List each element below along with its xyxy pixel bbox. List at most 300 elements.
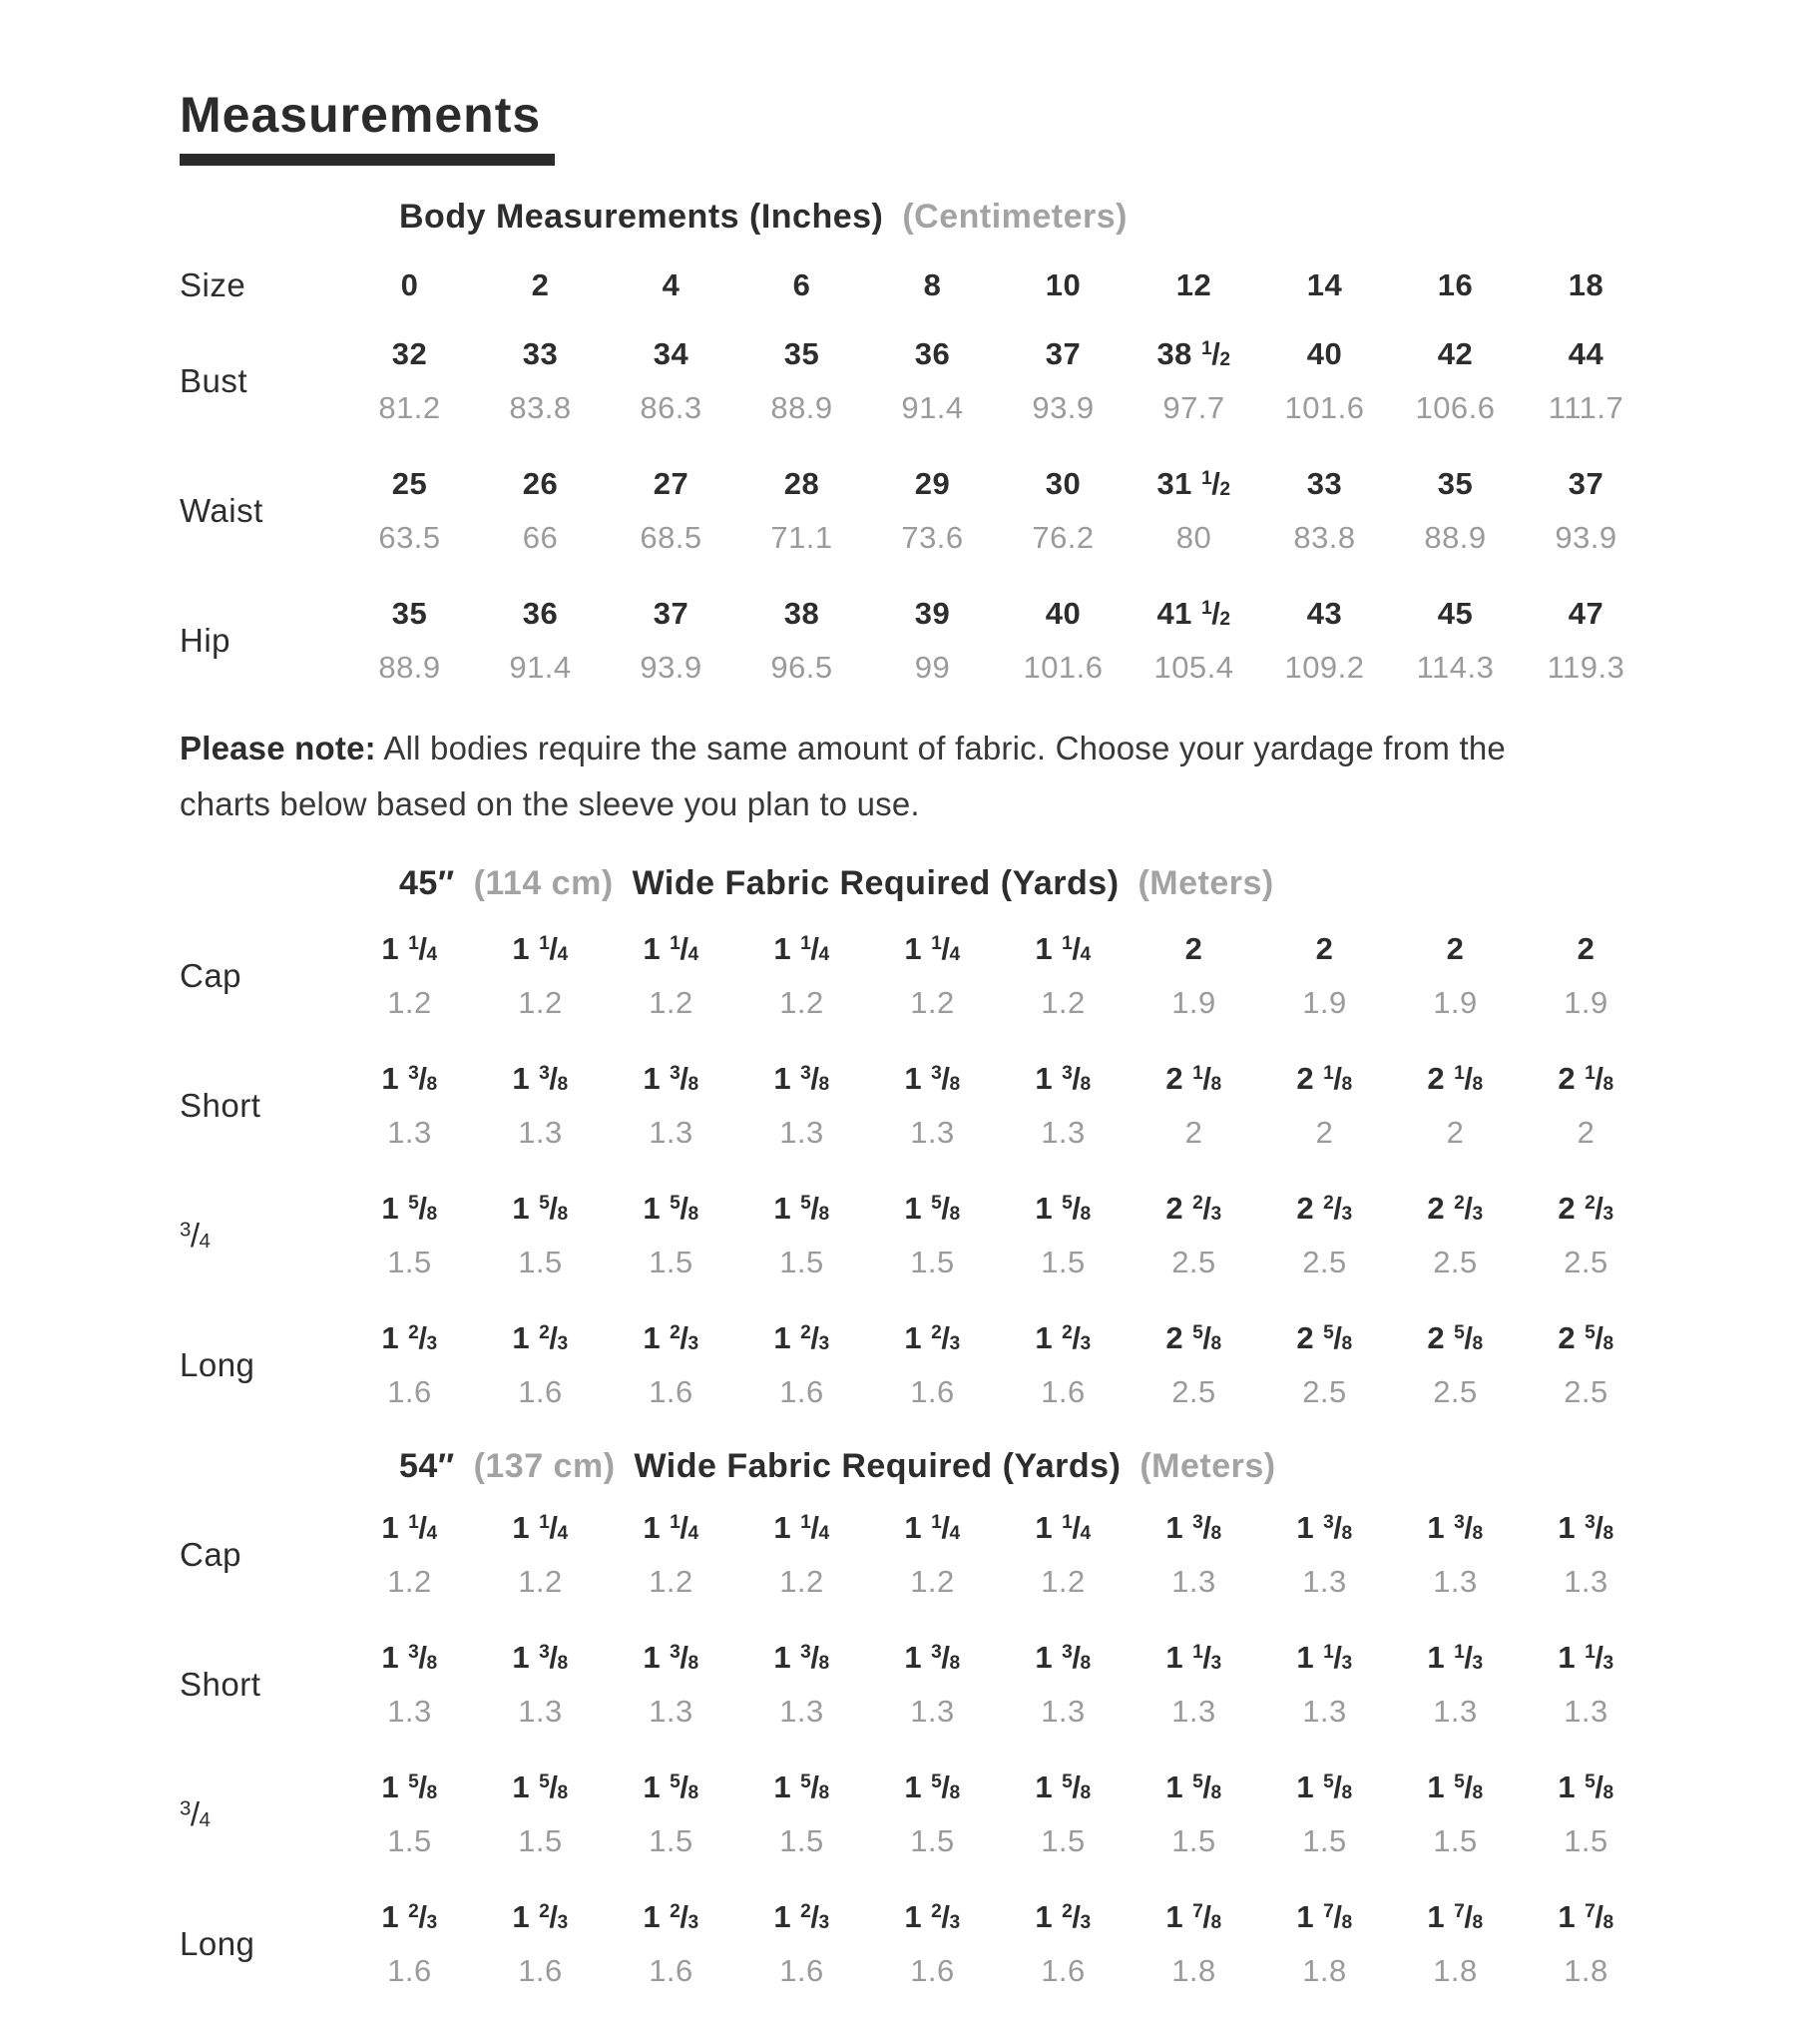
fraction: $^5$/8 — [931, 1191, 961, 1226]
inches-value: 45 — [1437, 596, 1474, 631]
inches-value: 35 — [391, 596, 428, 631]
fraction: $^2$/3 — [1062, 1320, 1092, 1355]
yards-value: 2 $^2$/3 — [1558, 1191, 1614, 1226]
meters-value: 1.6 — [779, 1953, 824, 1988]
size-column-header — [1521, 265, 1651, 305]
fraction: $^3$/8 — [670, 1061, 699, 1096]
value-cell — [1259, 1765, 1390, 1864]
fraction: $^3$/8 — [1454, 1510, 1484, 1545]
yards-value: 1 $^1$/4 — [381, 1510, 438, 1545]
row-label: Long — [180, 1346, 255, 1383]
value-cell — [867, 1894, 998, 1994]
yards-value: 1 $^2$/3 — [643, 1320, 699, 1355]
yards-value: 1 $^5$/8 — [1035, 1191, 1092, 1226]
yards-value: 1 $^5$/8 — [381, 1770, 438, 1804]
value-cell — [344, 1315, 475, 1415]
value-cell — [1390, 1765, 1521, 1864]
inches-value: 38 $^1$/2 — [1156, 336, 1231, 371]
fraction: $^5$/8 — [1585, 1320, 1614, 1355]
value-cell — [1521, 1056, 1651, 1156]
fraction: $^7$/8 — [1192, 1899, 1222, 1934]
meters-value: 1.8 — [1302, 1953, 1347, 1988]
yards-value: 1 $^5$/8 — [1296, 1770, 1353, 1804]
meters-value: 1.8 — [1564, 1953, 1608, 1988]
cm-value: 93.9 — [640, 650, 702, 685]
yards-value: 1 $^3$/8 — [1035, 1640, 1092, 1675]
fraction: $^1$/8 — [1323, 1061, 1353, 1096]
value-cell — [1521, 591, 1651, 691]
fraction: $^5$/8 — [1062, 1191, 1092, 1226]
meters-value: 1.2 — [910, 1564, 955, 1599]
yards-value: 1 $^3$/8 — [773, 1061, 830, 1096]
cm-value: 91.4 — [901, 390, 964, 425]
meters-value: 1.3 — [1302, 1694, 1347, 1729]
value-cell — [606, 461, 736, 561]
value-cell — [606, 331, 736, 431]
cm-value: 99 — [914, 650, 951, 685]
yards-value: 1 $^1$/3 — [1427, 1640, 1484, 1675]
fraction: $^1$/4 — [670, 1510, 699, 1545]
yards-value: 1 $^3$/8 — [1165, 1510, 1222, 1545]
value-cell — [1390, 461, 1521, 561]
cm-value: 93.9 — [1032, 390, 1095, 425]
fraction: $^2$/3 — [1323, 1191, 1353, 1226]
value-cell — [344, 1894, 475, 1994]
value-cell — [1521, 1186, 1651, 1285]
size-column-header — [736, 265, 867, 305]
meters-value: 1.6 — [387, 1374, 432, 1409]
size-value: 8 — [923, 267, 942, 302]
fraction: $^5$/8 — [1062, 1770, 1092, 1804]
value-cell — [998, 1635, 1129, 1735]
fabric-54-header-main: Wide Fabric Required (Yards) — [634, 1447, 1122, 1485]
meters-value: 1.3 — [779, 1694, 824, 1729]
fraction: $^5$/8 — [670, 1770, 699, 1804]
inches-value: 33 — [1306, 466, 1343, 501]
value-cell — [998, 1315, 1129, 1415]
fraction: $^3$/8 — [1585, 1510, 1614, 1545]
cm-value: 71.1 — [770, 520, 833, 555]
cm-value: 83.8 — [509, 390, 572, 425]
value-cell — [1390, 1315, 1521, 1415]
meters-value: 1.2 — [1041, 985, 1086, 1020]
fraction: $^3$/8 — [800, 1061, 830, 1096]
fraction: $^2$/3 — [1062, 1899, 1092, 1934]
row-label: Bust — [180, 362, 248, 399]
meters-value: 1.3 — [518, 1694, 563, 1729]
value-cell — [475, 1505, 606, 1605]
cm-value: 66 — [522, 520, 559, 555]
yards-value: 2 $^2$/3 — [1427, 1191, 1484, 1226]
size-column-header — [1129, 265, 1259, 305]
inches-value: 33 — [522, 336, 559, 371]
yards-value: 1 $^3$/8 — [643, 1640, 699, 1675]
size-value: 12 — [1175, 267, 1212, 302]
row-label: Cap — [180, 957, 242, 994]
fraction: $^5$/8 — [539, 1191, 569, 1226]
fraction: $^1$/3 — [1454, 1640, 1484, 1675]
meters-value: 1.5 — [649, 1245, 693, 1279]
yards-value: 1 $^2$/3 — [773, 1320, 830, 1355]
cm-value: 111.7 — [1548, 390, 1624, 425]
yards-value: 1 $^1$/4 — [643, 931, 699, 966]
size-value: 6 — [792, 267, 811, 302]
fraction: $^1$/3 — [1585, 1640, 1614, 1675]
cm-value: 88.9 — [770, 390, 833, 425]
meters-value: 1.5 — [1302, 1823, 1347, 1858]
meters-value: 1.6 — [518, 1374, 563, 1409]
size-column-header — [1390, 265, 1521, 305]
fraction: $^1$/2 — [1201, 466, 1231, 501]
meters-value: 1.5 — [779, 1823, 824, 1858]
meters-value: 2.5 — [1433, 1374, 1478, 1409]
inches-value: 27 — [653, 466, 689, 501]
meters-value: 1.3 — [1041, 1694, 1086, 1729]
value-cell — [1390, 591, 1521, 691]
yards-value: 1 $^2$/3 — [381, 1320, 438, 1355]
fraction: $^3$/8 — [931, 1640, 961, 1675]
value-cell — [1259, 1635, 1390, 1735]
meters-value: 1.3 — [910, 1115, 955, 1150]
row-label: Short — [180, 1087, 261, 1124]
inches-value: 37 — [1568, 466, 1604, 501]
fraction: $^1$/4 — [800, 1510, 830, 1545]
value-cell — [998, 591, 1129, 691]
yards-value: 1 $^1$/4 — [643, 1510, 699, 1545]
fraction: $^1$/2 — [1201, 336, 1231, 371]
meters-value: 1.6 — [779, 1374, 824, 1409]
value-cell — [998, 1505, 1129, 1605]
inches-value: 31 $^1$/2 — [1156, 466, 1231, 501]
meters-value: 1.6 — [649, 1953, 693, 1988]
value-cell — [475, 331, 606, 431]
inches-value: 40 — [1306, 336, 1343, 371]
cm-value: 96.5 — [770, 650, 833, 685]
inches-value: 30 — [1045, 466, 1082, 501]
yards-value: 1 $^5$/8 — [512, 1191, 569, 1226]
meters-value: 1.6 — [910, 1953, 955, 1988]
value-cell — [998, 1765, 1129, 1864]
fraction: $^1$/8 — [1454, 1061, 1484, 1096]
value-cell — [1259, 331, 1390, 431]
value-cell — [606, 591, 736, 691]
value-cell — [1259, 1315, 1390, 1415]
value-cell — [736, 331, 867, 431]
size-column-header — [344, 265, 475, 305]
meters-value: 1.5 — [1041, 1823, 1086, 1858]
size-value: 18 — [1568, 267, 1604, 302]
value-cell — [1259, 461, 1390, 561]
fraction: $^5$/8 — [408, 1191, 438, 1226]
value-cell — [998, 1894, 1129, 1994]
yards-value: 1 $^1$/4 — [773, 931, 830, 966]
table-row — [180, 926, 1780, 1026]
value-cell — [1129, 591, 1259, 691]
table-row — [180, 1186, 1780, 1285]
value-cell — [1521, 1505, 1651, 1605]
size-column-header — [998, 265, 1129, 305]
inches-value: 42 — [1437, 336, 1474, 371]
size-column-header — [475, 265, 606, 305]
value-cell — [1129, 461, 1259, 561]
meters-value: 2.5 — [1564, 1245, 1608, 1279]
inches-value: 34 — [653, 336, 689, 371]
yards-value: 2 $^5$/8 — [1296, 1320, 1353, 1355]
yards-value: 1 $^3$/8 — [1035, 1061, 1092, 1096]
meters-value: 2 — [1315, 1115, 1334, 1150]
yards-value: 1 $^2$/3 — [512, 1320, 569, 1355]
meters-value: 1.5 — [779, 1245, 824, 1279]
yards-value: 1 $^5$/8 — [643, 1191, 699, 1226]
cm-value: 83.8 — [1293, 520, 1356, 555]
value-cell — [1390, 1894, 1521, 1994]
fraction: $^2$/3 — [670, 1320, 699, 1355]
value-cell — [344, 461, 475, 561]
inches-value: 35 — [783, 336, 820, 371]
value-cell — [867, 1315, 998, 1415]
yards-value: 1 $^1$/4 — [1035, 931, 1092, 966]
meters-value: 1.9 — [1433, 985, 1478, 1020]
value-cell — [1129, 1505, 1259, 1605]
value-cell — [1129, 1635, 1259, 1735]
yards-value: 1 $^1$/4 — [381, 931, 438, 966]
meters-value: 2.5 — [1171, 1245, 1216, 1279]
fraction: $^2$/3 — [800, 1899, 830, 1934]
fraction: $^7$/8 — [1454, 1899, 1484, 1934]
inches-value: 43 — [1306, 596, 1343, 631]
yards-value: 1 $^1$/3 — [1165, 1640, 1222, 1675]
fabric-54-header — [399, 1445, 1780, 1487]
table-row — [180, 591, 1780, 691]
value-cell — [606, 1894, 736, 1994]
meters-value: 1.9 — [1171, 985, 1216, 1020]
fraction: $^2$/3 — [539, 1320, 569, 1355]
meters-value: 1.3 — [1564, 1694, 1608, 1729]
yards-value: 1 $^1$/3 — [1558, 1640, 1614, 1675]
meters-value: 1.2 — [910, 985, 955, 1020]
value-cell — [606, 1635, 736, 1735]
fraction: $^3$/8 — [408, 1640, 438, 1675]
cm-value: 93.9 — [1555, 520, 1617, 555]
body-measurements-header-metric: (Centimeters) — [902, 198, 1128, 236]
meters-value: 1.3 — [1302, 1564, 1347, 1599]
fabric-45-width: 45″ — [399, 864, 455, 902]
size-value: 4 — [662, 267, 681, 302]
fraction: $^5$/8 — [1454, 1320, 1484, 1355]
value-cell — [1521, 331, 1651, 431]
fraction: $^7$/8 — [1323, 1899, 1353, 1934]
value-cell — [475, 461, 606, 561]
yards-value: 1 $^5$/8 — [1427, 1770, 1484, 1804]
fraction: $^2$/3 — [1192, 1191, 1222, 1226]
meters-value: 1.3 — [387, 1115, 432, 1150]
fraction: $^1$/4 — [931, 931, 961, 966]
value-cell — [736, 461, 867, 561]
value-cell — [606, 1765, 736, 1864]
cm-value: 109.2 — [1284, 650, 1365, 685]
meters-value: 1.2 — [649, 985, 693, 1020]
size-column-header — [1259, 265, 1390, 305]
row-label: Hip — [180, 622, 231, 659]
fabric-45-header-metric: (Meters) — [1138, 864, 1274, 902]
value-cell — [1129, 1056, 1259, 1156]
value-cell — [736, 1505, 867, 1605]
fraction: $^1$/3 — [1323, 1640, 1353, 1675]
fraction: $^3$/8 — [1062, 1061, 1092, 1096]
size-column-header — [606, 265, 736, 305]
meters-value: 2 — [1577, 1115, 1595, 1150]
fraction: $^5$/8 — [800, 1770, 830, 1804]
value-cell — [475, 1894, 606, 1994]
fraction: $^1$/8 — [1192, 1061, 1222, 1096]
yards-value: 1 $^3$/8 — [381, 1061, 438, 1096]
value-cell — [867, 1505, 998, 1605]
fraction: $^1$/8 — [1585, 1061, 1614, 1096]
size-header-row — [180, 265, 1780, 305]
value-cell — [736, 1894, 867, 1994]
inches-value: 35 — [1437, 466, 1474, 501]
meters-value: 1.3 — [1041, 1115, 1086, 1150]
meters-value: 1.2 — [518, 985, 563, 1020]
size-value: 16 — [1437, 267, 1474, 302]
yards-value: 2 — [1577, 931, 1595, 966]
fraction: $^5$/8 — [670, 1191, 699, 1226]
value-cell — [1521, 1765, 1651, 1864]
value-cell — [867, 1186, 998, 1285]
fraction: $^5$/8 — [931, 1770, 961, 1804]
yards-value: 1 $^5$/8 — [1165, 1770, 1222, 1804]
cm-value: 106.6 — [1415, 390, 1496, 425]
meters-value: 1.5 — [649, 1823, 693, 1858]
fabric-note — [180, 721, 1572, 832]
value-cell — [1129, 1315, 1259, 1415]
inches-value: 39 — [914, 596, 951, 631]
fraction: $^1$/4 — [670, 931, 699, 966]
meters-value: 1.5 — [387, 1823, 432, 1858]
fraction: $^3$/8 — [539, 1061, 569, 1096]
meters-value: 1.5 — [1041, 1245, 1086, 1279]
meters-value: 1.3 — [779, 1115, 824, 1150]
fraction: $^2$/3 — [931, 1899, 961, 1934]
cm-value: 81.2 — [378, 390, 441, 425]
yards-value: 1 $^2$/3 — [904, 1320, 961, 1355]
meters-value: 2.5 — [1171, 1374, 1216, 1409]
value-cell — [1521, 1635, 1651, 1735]
yards-value: 1 $^1$/4 — [904, 931, 961, 966]
value-cell — [998, 926, 1129, 1026]
meters-value: 1.5 — [1433, 1823, 1478, 1858]
fabric-54-width-metric: (137 cm) — [473, 1447, 616, 1485]
row-label: Cap — [180, 1536, 242, 1573]
value-cell — [475, 591, 606, 691]
value-cell — [1521, 1315, 1651, 1415]
value-cell — [1259, 1186, 1390, 1285]
value-cell — [1390, 1505, 1521, 1605]
cm-value: 88.9 — [378, 650, 441, 685]
inches-value: 36 — [914, 336, 951, 371]
value-cell — [736, 926, 867, 1026]
meters-value: 1.6 — [518, 1953, 563, 1988]
meters-value: 1.5 — [387, 1245, 432, 1279]
value-cell — [1129, 926, 1259, 1026]
value-cell — [998, 461, 1129, 561]
value-cell — [475, 926, 606, 1026]
fraction: $^1$/4 — [539, 1510, 569, 1545]
fraction: $^3$/8 — [670, 1640, 699, 1675]
inches-value: 40 — [1045, 596, 1082, 631]
fraction: $^1$/4 — [931, 1510, 961, 1545]
fraction: $^3$/8 — [800, 1640, 830, 1675]
row-label — [180, 1217, 344, 1255]
value-cell — [344, 926, 475, 1026]
meters-value: 1.6 — [1041, 1374, 1086, 1409]
yards-value: 1 $^7$/8 — [1558, 1899, 1614, 1934]
value-cell — [344, 1505, 475, 1605]
value-cell — [344, 1765, 475, 1864]
value-cell — [475, 1315, 606, 1415]
cm-value: 68.5 — [640, 520, 702, 555]
meters-value: 1.5 — [910, 1823, 955, 1858]
yards-value: 1 $^5$/8 — [904, 1770, 961, 1804]
yards-value: 2 $^1$/8 — [1165, 1061, 1222, 1096]
inches-value: 37 — [653, 596, 689, 631]
fraction: $^2$/3 — [408, 1320, 438, 1355]
value-cell — [344, 1635, 475, 1735]
table-row — [180, 461, 1780, 561]
meters-value: 1.3 — [387, 1694, 432, 1729]
fraction: $^3$/8 — [408, 1061, 438, 1096]
cm-value: 63.5 — [378, 520, 441, 555]
value-cell — [867, 1635, 998, 1735]
row-label: Waist — [180, 492, 263, 529]
fraction: $^1$/2 — [1201, 596, 1231, 631]
value-cell — [736, 1315, 867, 1415]
cm-value: 86.3 — [640, 390, 702, 425]
yards-value: 1 $^5$/8 — [512, 1770, 569, 1804]
fraction: $^5$/8 — [539, 1770, 569, 1804]
yards-value: 1 $^7$/8 — [1165, 1899, 1222, 1934]
yards-value: 1 $^2$/3 — [904, 1899, 961, 1934]
inches-value: 36 — [522, 596, 559, 631]
value-cell — [475, 1635, 606, 1735]
value-cell — [606, 1186, 736, 1285]
value-cell — [1129, 1186, 1259, 1285]
meters-value: 1.2 — [779, 1564, 824, 1599]
meters-value: 1.5 — [518, 1245, 563, 1279]
value-cell — [867, 461, 998, 561]
yards-value: 2 — [1446, 931, 1465, 966]
title-underline — [180, 154, 555, 166]
yards-value: 1 $^2$/3 — [381, 1899, 438, 1934]
inches-value: 25 — [391, 466, 428, 501]
cm-value: 91.4 — [509, 650, 572, 685]
yards-value: 2 $^1$/8 — [1558, 1061, 1614, 1096]
fraction: $^2$/3 — [1585, 1191, 1614, 1226]
value-cell — [606, 1056, 736, 1156]
fraction: $^2$/3 — [670, 1899, 699, 1934]
size-column-header — [867, 265, 998, 305]
yards-value: 1 $^1$/4 — [512, 931, 569, 966]
fraction: $^5$/8 — [1323, 1770, 1353, 1804]
value-cell — [736, 591, 867, 691]
fabric-54-width: 54″ — [399, 1447, 455, 1485]
yards-value: 1 $^3$/8 — [643, 1061, 699, 1096]
value-cell — [867, 1056, 998, 1156]
fraction: $^1$/4 — [1062, 931, 1092, 966]
value-cell — [1259, 926, 1390, 1026]
yards-value: 1 $^7$/8 — [1427, 1899, 1484, 1934]
fabric-note-text: All bodies require the same amount of fabric. Choose your yardage from the charts below based on the sleeve you plan to use. — [180, 730, 1506, 822]
